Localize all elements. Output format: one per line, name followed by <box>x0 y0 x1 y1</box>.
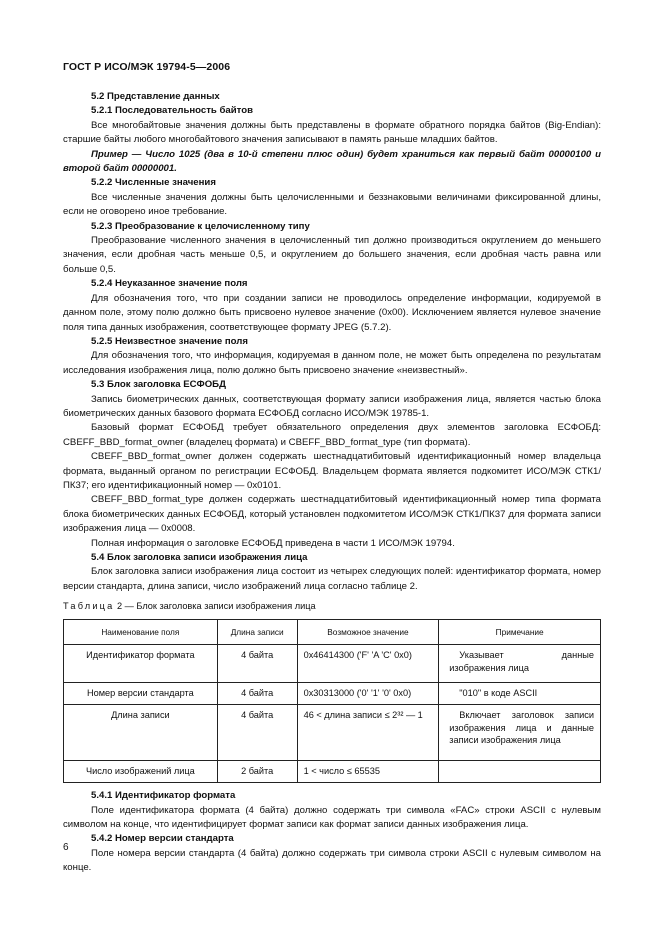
cell-note <box>439 705 601 761</box>
cell-field-name: Длина записи <box>64 705 218 761</box>
cell-length: 2 байта <box>217 761 297 783</box>
cell-value: 1 < число ≤ 65535 <box>297 761 439 783</box>
section-5-2-1-example: Пример — Число 1025 (два в 10-й степени плюс один) будет храниться как первый байт 00000100 и второй байт 00000001. <box>63 148 601 175</box>
section-5-2-4-paragraph: Для обозначения того, что при создании записи не проводилось определение информации, кодируемой в данном поле, этому полю должно быть присвоено нулевое значение (0x00). Исключением является нулевое значение поля типа данных изображения, соответствующее формату JPEG (5.7.2). <box>63 292 601 333</box>
column-header-length: Длина записи <box>217 619 297 645</box>
cell-value: 0x46414300 ('F' 'A 'C' 0x0) <box>297 645 439 683</box>
section-5-4-1-heading: 5.4.1 Идентификатор формата <box>91 790 236 802</box>
table-row <box>64 645 601 683</box>
table-header-row <box>64 619 601 645</box>
table-row <box>64 761 601 783</box>
section-5-3-paragraph-4: CBEFF_BBD_format_type должен содержать шестнадцатибитовый идентификационный номер типа формата блока биометрических данных ЕСФОБД, который установлен подкомитетом ИСО/МЭК СТК1/ПК37 для формата записи изображения лица — 0x0008. <box>63 494 601 535</box>
table-caption-text: 2 — Блок заголовка записи изображения лица <box>117 601 316 612</box>
cell-value: 46 < длина записи ≤ 2³² — 1 <box>297 705 439 761</box>
section-5-3-heading: 5.3 Блок заголовка ЕСФОБД <box>91 379 226 391</box>
section-5-2-heading: 5.2 Представление данных <box>91 91 220 102</box>
section-5-4-heading: 5.4 Блок заголовка записи изображения лица <box>91 552 308 563</box>
cell-length: 4 байта <box>217 645 297 683</box>
section-5-4-1-paragraph: Поле идентификатора формата (4 байта) должно содержать три символа «FAC» строки ASCII с нулевым символом на конце, что идентифицирует формат записи как формат записи данных изображения лица. <box>63 804 601 831</box>
cell-note-text: Указывает данные изображения лица <box>449 650 594 673</box>
table-row <box>64 683 601 705</box>
cell-note <box>439 683 601 705</box>
column-header-field-name: Наименование поля <box>64 619 218 645</box>
table-caption-prefix: Таблица <box>63 601 115 612</box>
cell-length: 4 байта <box>217 683 297 705</box>
section-5-4-2-paragraph: Поле номера версии стандарта (4 байта) должно содержать три символа строки ASCII с нулевым символом на конце. <box>63 847 601 874</box>
page-number: 6 <box>63 842 69 853</box>
table-row <box>64 705 601 761</box>
cell-length: 4 байта <box>217 705 297 761</box>
section-5-2-2-paragraph: Все численные значения должны быть целочисленными и беззнаковыми величинами фиксированной длины, если не оговорено иное требование. <box>63 191 601 218</box>
column-header-value: Возможное значение <box>297 619 439 645</box>
section-5-2-1-heading: 5.2.1 Последовательность байтов <box>91 105 253 117</box>
table-caption <box>63 599 601 613</box>
header-fields-table <box>63 619 601 784</box>
section-5-4-paragraph: Блок заголовка записи изображения лица состоит из четырех следующих полей: идентификатор формата, номер версии стандарта, длина записи, число изображений лица согласно таблице 2. <box>63 566 601 592</box>
cell-note-text: "010" в коде ASCII <box>459 688 538 699</box>
standard-header: ГОСТ Р ИСО/МЭК 19794-5—2006 <box>63 61 231 73</box>
section-5-3-paragraph-1: Запись биометрических данных, соответствующая формату записи изображения лица, является частью блока биометрических данных базового формата ЕСФОБД согласно ИСО/МЭК 19785-1. <box>63 393 601 419</box>
section-5-2-3-paragraph: Преобразование численного значения в целочисленный тип должно производиться округлением до меньшего значения, если дробная часть меньше 0,5, и округлением до большего значения, если дробная часть равна или больше 0,5. <box>63 235 601 275</box>
cell-note-text: Включает заголовок записи изображения лица и данные записи изображения лица <box>449 710 594 746</box>
section-5-2-3-heading: 5.2.3 Преобразование к целочисленному типу <box>91 220 310 232</box>
cell-field-name: Идентификатор формата <box>64 645 218 683</box>
section-5-3-paragraph-2: Базовый формат ЕСФОБД требует обязательного определения двух элементов заголовка ЕСФОБД: CBEFF_BBD_format_owner (владелец формата) и CBEFF_BBD_format_type (тип формата). <box>63 422 601 448</box>
cell-note <box>439 645 601 683</box>
column-header-note: Примечание <box>439 619 601 645</box>
cell-value: 0x30313000 ('0' '1' '0' 0x0) <box>297 683 439 705</box>
section-5-2-5-paragraph: Для обозначения того, что информация, кодируемая в данном поле, не может быть определена по результатам исследования изображения лица, полю должно быть присвоено значение «неизвестный». <box>63 350 601 376</box>
section-5-3-paragraph-3: CBEFF_BBD_format_owner должен содержать шестнадцатибитовый идентификационный номер владельца формата, выданный органом по регистрации ЕСФОБД. Владельцем формата является подкомитет ИСО/МЭК СТК1/ПК37; его идентификационный номер — 0x0101. <box>63 451 601 491</box>
section-5-2-1-paragraph: Все многобайтовые значения должны быть представлены в формате обратного порядка байтов (Big-Endian): старшие байты любого многобайтового значения записывают в память раньше младших байтов. <box>63 119 601 146</box>
section-5-3-paragraph-5: Полная информация о заголовке ЕСФОБД приведена в части 1 ИСО/МЭК 19794. <box>91 537 455 549</box>
cell-note <box>439 761 601 783</box>
section-5-4-2-heading: 5.4.2 Номер версии стандарта <box>91 833 234 845</box>
cell-field-name: Номер версии стандарта <box>64 683 218 705</box>
document-body <box>63 90 601 876</box>
section-5-2-5-heading: 5.2.5 Неизвестное значение поля <box>91 335 248 347</box>
section-5-2-4-heading: 5.2.4 Неуказанное значение поля <box>91 278 248 290</box>
section-5-2-2-heading: 5.2.2 Численные значения <box>91 177 216 189</box>
cell-field-name: Число изображений лица <box>64 761 218 783</box>
